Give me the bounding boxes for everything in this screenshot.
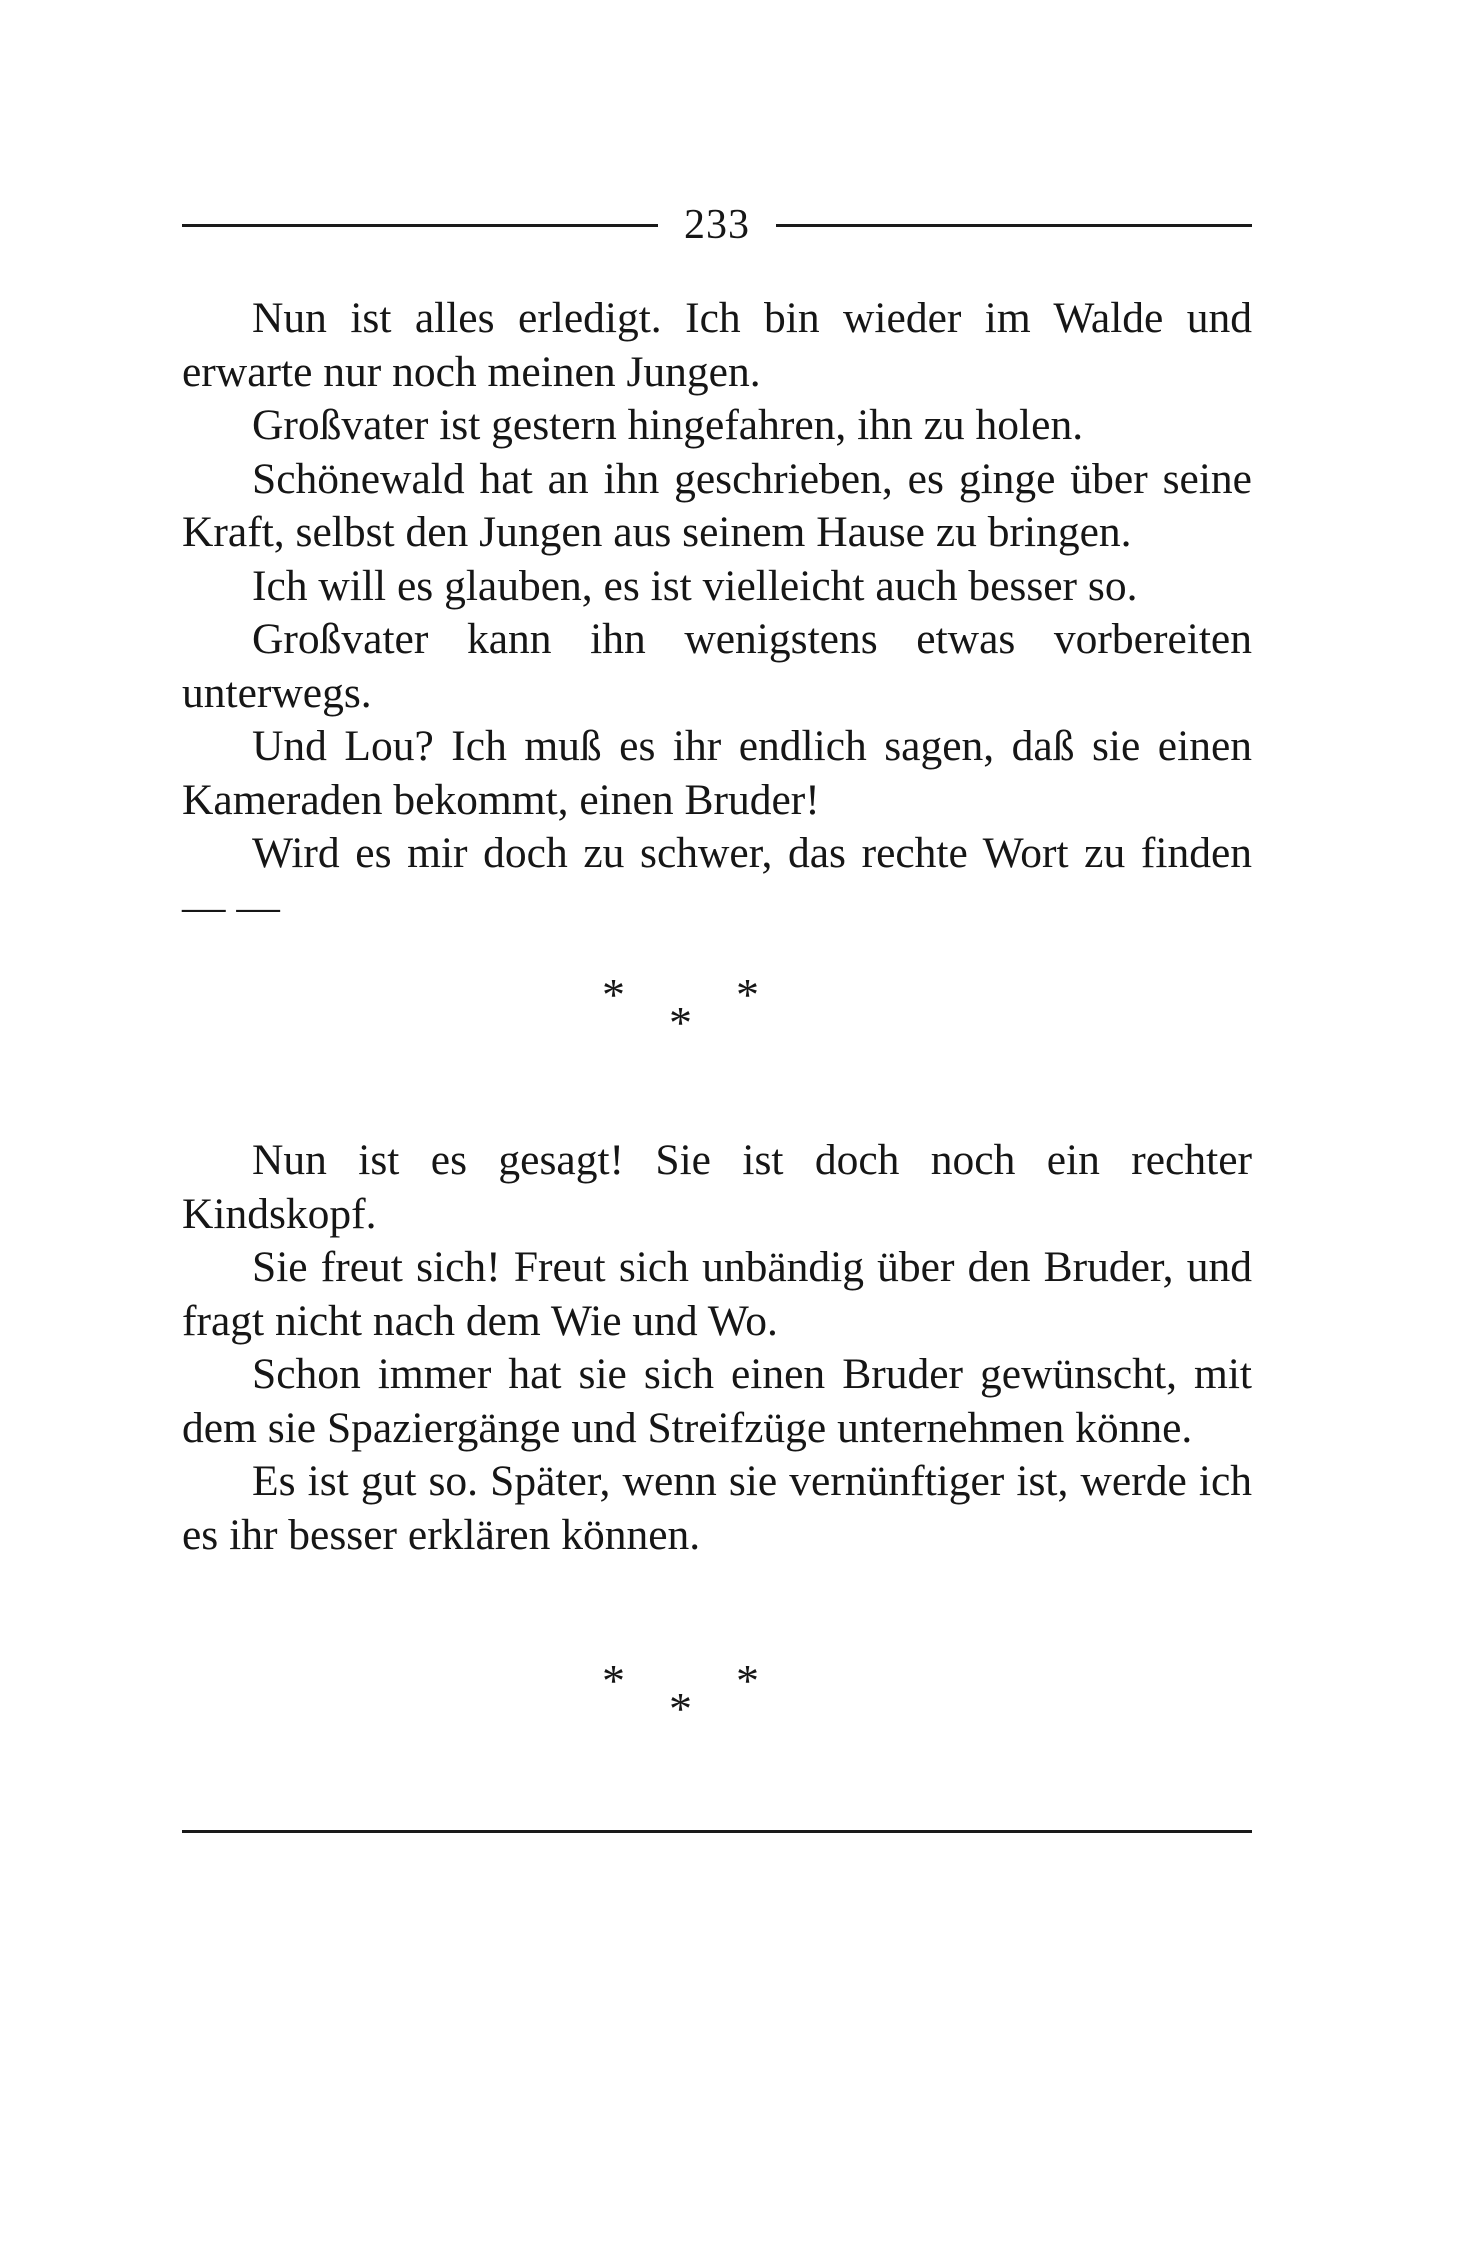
book-page [182,190,1252,1833]
header-rule-left [182,224,658,227]
paragraph: Nun ist alles erledigt. Ich bin wieder im Walde und erwarte nur noch meinen Jungen. [182,294,1252,396]
asterisk: * [669,1683,692,1734]
paragraph: Großvater ist gestern hingefahren, ihn zu holen. [252,401,1084,449]
paragraph: Und Lou? Ich muß es ihr endlich sagen, daß sie einen Kameraden bekommt, einen Bruder! [182,722,1252,824]
paragraph: Ich will es glauben, es ist vielleicht auch besser so. [252,561,1138,610]
paragraph: Schönewald hat an ihn geschrieben, es ginge über seine Kraft, selbst den Jungen aus seinem Hause zu bringen. [182,454,1252,556]
paragraph: Schon immer hat sie sich einen Bruder gewünscht, mit dem sie Spaziergänge und Streifzüge unternehmen könne. [182,1350,1252,1452]
asterisk: * [736,969,759,1020]
text-section-1 [182,292,1252,934]
asterisk: * [669,997,692,1048]
asterism-separator [182,1655,1252,1738]
footer-rule [182,1830,1252,1833]
paragraph: Es ist gut so. Später, wenn sie vernünftiger ist, werde ich es ihr besser erklären können. [182,1457,1252,1559]
paragraph: Großvater kann ihn wenigstens etwas vorbereiten unterwegs. [182,615,1252,717]
paragraph: Nun ist es gesagt! Sie ist doch noch ein rechter Kindskopf. [182,1136,1252,1238]
asterisk: * [602,1655,625,1706]
paragraph: Sie freut sich! Freut sich unbändig über den Bruder, und fragt nicht nach dem Wie und Wo. [182,1243,1252,1345]
asterism-separator [182,969,1252,1052]
page-number: 233 [684,202,750,248]
asterisk: * [736,1655,759,1706]
page-header [182,190,1252,260]
paragraph: Wird es mir doch zu schwer, das rechte Wort zu finden — — [182,829,1252,931]
text-section-2 [182,1134,1252,1562]
asterisk: * [602,969,625,1020]
header-rule-right [776,224,1252,227]
